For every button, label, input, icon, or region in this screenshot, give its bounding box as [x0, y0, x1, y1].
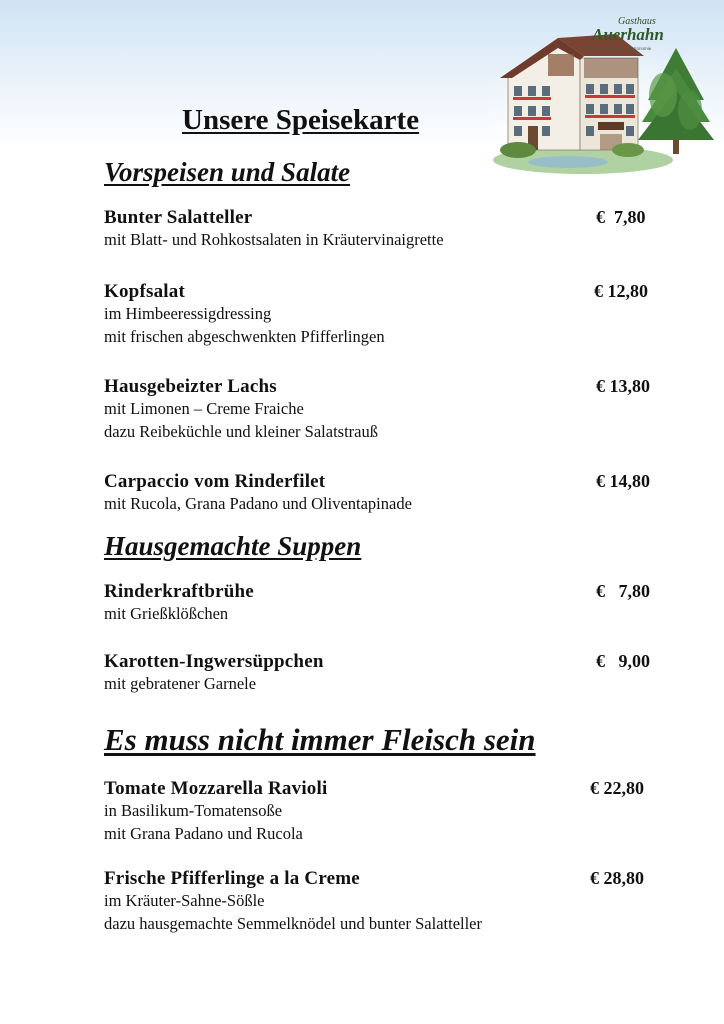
item-name: Hausgebeizter Lachs: [104, 376, 277, 397]
item-price: € 22,80: [590, 778, 644, 798]
item-name: Tomate Mozzarella Ravioli: [104, 778, 328, 799]
item-description: mit Limonen – Creme Fraiche: [104, 399, 304, 418]
menu-item: [104, 867, 664, 935]
item-price: € 13,80: [596, 376, 650, 396]
item-name: Bunter Salatteller: [104, 207, 253, 228]
item-price: € 7,80: [596, 581, 650, 601]
menu-item: [104, 777, 664, 845]
guesthouse-illustration: [488, 10, 714, 180]
menu-item: [104, 206, 664, 252]
section-title-suppen: Hausgemachte Suppen: [104, 531, 362, 561]
item-price: € 14,80: [596, 471, 650, 491]
item-description: mit Rucola, Grana Padano und Oliventapinade: [104, 494, 412, 513]
item-description: in Basilikum-Tomatensoße: [104, 801, 283, 820]
logo-line1: Gasthaus: [618, 16, 656, 27]
item-description: mit Blatt- und Rohkostsalaten in Kräutervinaigrette: [104, 230, 444, 249]
item-description: dazu hausgemachte Semmelknödel und bunter Salatteller: [104, 913, 483, 933]
logo-line2: Auerhahn: [592, 25, 664, 44]
item-price: € 9,00: [596, 651, 650, 671]
item-price: € 7,80: [596, 207, 646, 227]
menu-item: [104, 470, 664, 516]
item-description: mit Grana Padano und Rucola: [104, 823, 303, 843]
section-title-vegetarisch: Es muss nicht immer Fleisch sein: [104, 722, 536, 757]
section-title-vorspeisen: Vorspeisen und Salate: [104, 157, 351, 187]
item-name: Frische Pfifferlinge a la Creme: [104, 868, 360, 889]
item-description: mit Grießklößchen: [104, 604, 229, 623]
item-description: dazu Reibeküchle und kleiner Salatstrauß: [104, 421, 378, 441]
item-name: Karotten-Ingwersüppchen: [104, 651, 324, 672]
menu-item: [104, 580, 664, 626]
page-title: Unsere Speisekarte: [182, 104, 420, 136]
item-price: € 28,80: [590, 868, 644, 888]
gasthaus-logo: [488, 10, 714, 180]
logo-tagline: Familie Schuster · Gastronomie: [588, 46, 652, 51]
menu-item: [104, 650, 664, 696]
item-name: Rinderkraftbrühe: [104, 581, 254, 602]
item-name: Kopfsalat: [104, 281, 185, 302]
item-description: mit gebratener Garnele: [104, 674, 257, 693]
item-description: mit frischen abgeschwenkten Pfifferlingen: [104, 326, 385, 346]
item-price: € 12,80: [594, 281, 648, 301]
menu-item: [104, 280, 664, 348]
menu-item: [104, 375, 664, 443]
item-description: im Himbeeressigdressing: [104, 304, 272, 323]
item-description: im Kräuter-Sahne-Sößle: [104, 891, 265, 910]
item-name: Carpaccio vom Rinderfilet: [104, 471, 326, 492]
